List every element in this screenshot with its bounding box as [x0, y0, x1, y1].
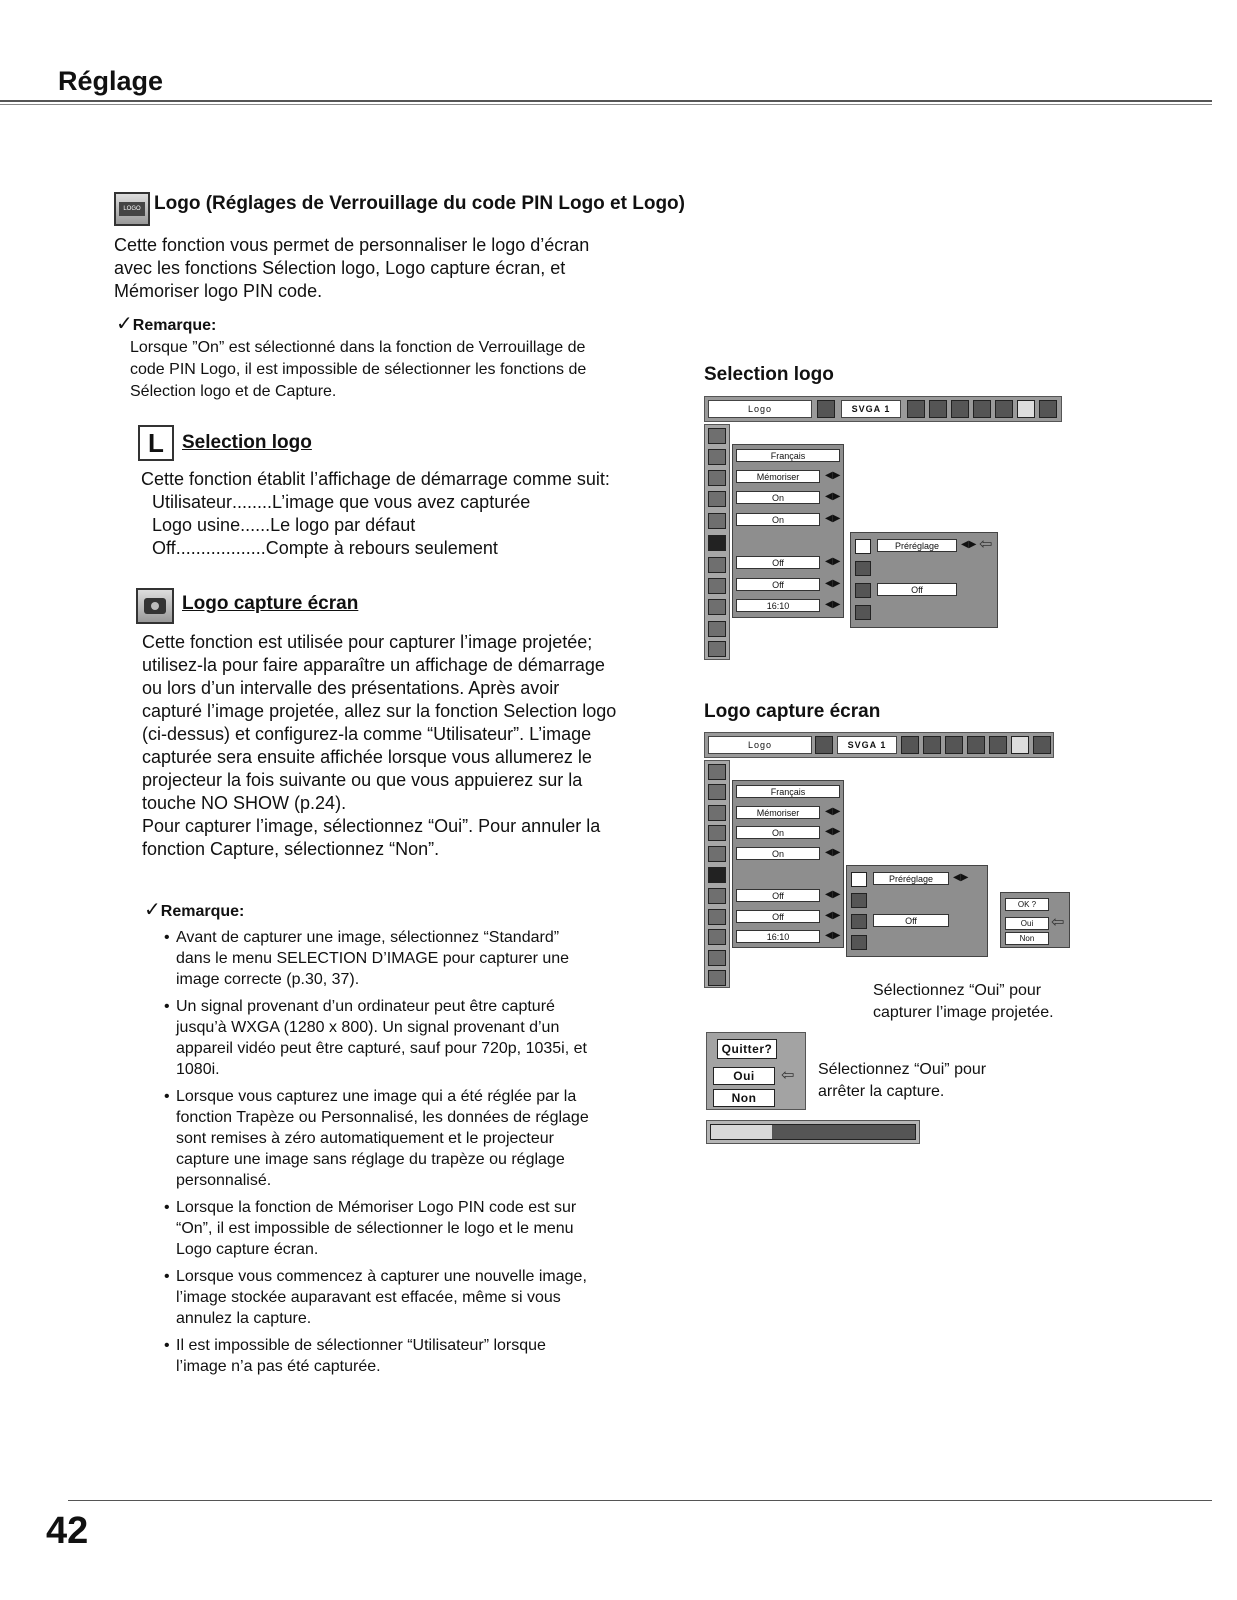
body-line: fonction Capture, sélectionnez “Non”.: [142, 839, 440, 859]
field-memoriser: Mémoriser: [736, 806, 820, 819]
menu-item-icon: [708, 888, 726, 904]
option-dots: ......: [240, 515, 271, 535]
menu-panel: [732, 780, 844, 948]
up-arrow-icon: [708, 764, 726, 780]
field-on: On: [736, 513, 820, 526]
note-2-title: [144, 897, 244, 922]
toolbar-icon: [1039, 400, 1057, 418]
menu-item-icon: [708, 825, 726, 841]
option-term: Logo usine: [152, 515, 241, 535]
checkmark-icon: ✓: [116, 313, 133, 335]
caption-line: Sélectionnez “Oui” pour: [873, 982, 1042, 999]
left-right-arrows-icon: ◀▶: [825, 930, 841, 941]
pin-icon: [851, 914, 867, 929]
bullet-item: [164, 996, 644, 1080]
header-rule-thin: [0, 104, 1212, 105]
exit-icon: [851, 935, 867, 950]
pointer-arrow-icon: ⇦: [979, 536, 993, 553]
menu-item-icon: [708, 491, 726, 507]
body-line: Pour capturer l’image, sélectionnez “Oui”. Pour annuler la: [142, 816, 601, 836]
field-language: Français: [736, 785, 840, 798]
option-row: [152, 537, 530, 560]
toolbar-icon: [945, 736, 963, 754]
pin-icon: [855, 583, 871, 598]
bullet-line: l’image n’a pas été capturée.: [176, 1358, 381, 1375]
field-on: On: [736, 826, 820, 839]
field-preset: Préréglage: [873, 872, 949, 885]
toolbar-icon: [929, 400, 947, 418]
option-desc: Compte à rebours seulement: [265, 538, 498, 558]
camera-icon: [855, 561, 871, 576]
submenu-panel: [846, 865, 988, 957]
footer-rule: [68, 1500, 1212, 1501]
bullet-line: appareil vidéo peut être capturé, sauf pour 720p, 1035i, et: [176, 1040, 587, 1057]
bullet-line: dans le menu SELECTION D’IMAGE pour capturer une: [176, 950, 570, 967]
selection-logo-heading: Selection logo: [182, 432, 312, 453]
figure-2-title: Logo capture écran: [704, 701, 881, 722]
bullet-line: Logo capture écran.: [176, 1241, 319, 1258]
bullet-item: [164, 1266, 644, 1329]
menu-item-icon: [708, 805, 726, 821]
bullet-item: [164, 927, 644, 990]
menu-item-icon: [708, 846, 726, 862]
menu-item-icon: [708, 929, 726, 945]
caption-line: capturer l’image projetée.: [873, 1004, 1054, 1021]
bullet-line: • Lorsque vous commencez à capturer une nouvelle image,: [176, 1268, 587, 1285]
menu-item-icon: [708, 470, 726, 486]
logo-intro: [114, 234, 654, 303]
menu-item-icon: [708, 449, 726, 465]
logo-capture-heading: Logo capture écran: [182, 593, 359, 614]
bullet-line: 1080i.: [176, 1061, 220, 1078]
menu-topbar: [704, 732, 1054, 758]
field-aspect: 16:10: [736, 599, 820, 612]
note-line: Lorsque ”On” est sélectionné dans la fonction de Verrouillage de: [130, 339, 586, 356]
menu-item-icon: [708, 909, 726, 925]
logo-intro-line: avec les fonctions Sélection logo, Logo capture écran, et: [114, 258, 566, 278]
menu-topbar: [704, 396, 1062, 422]
submenu-panel: [850, 532, 998, 628]
note-title-text: Remarque:: [132, 317, 217, 334]
bullet-line: sont remises à zéro automatiquement et le projecteur: [176, 1130, 554, 1147]
figure-1-title: Selection logo: [704, 364, 834, 385]
field-off: Off: [877, 583, 957, 596]
toolbar-icon: [973, 400, 991, 418]
bullet-line: l’image stockée auparavant est effacée, même si vous: [176, 1289, 561, 1306]
bullet-line: personnalisé.: [176, 1172, 272, 1189]
body-line: capturée sera ensuite affichée lorsque vous allumerez le: [142, 747, 592, 767]
field-preset: Préréglage: [877, 539, 957, 552]
header-rule: [0, 100, 1212, 102]
left-right-arrows-icon: ◀▶: [953, 872, 969, 883]
field-off: Off: [736, 556, 820, 569]
up-arrow-icon: [708, 428, 726, 444]
note-line: code PIN Logo, il est impossible de sélectionner les fonctions de: [130, 361, 587, 378]
quit-dialog: [706, 1032, 806, 1110]
left-right-arrows-icon: ◀▶: [825, 556, 841, 567]
quit-prompt: Quitter?: [717, 1039, 777, 1059]
checkmark-icon: ✓: [144, 899, 161, 921]
field-off: Off: [873, 914, 949, 927]
page-number: 42: [46, 1510, 89, 1552]
field-off: Off: [736, 910, 820, 923]
toolbar-icon: [815, 736, 833, 754]
left-right-arrows-icon: ◀▶: [825, 889, 841, 900]
logo-intro-line: Cette fonction vous permet de personnaliser le logo d’écran: [114, 235, 590, 255]
bullet-line: • Avant de capturer une image, sélectionnez “Standard”: [176, 929, 560, 946]
exit-icon: [708, 970, 726, 986]
camera-icon: [851, 893, 867, 908]
l-glyph-icon: [855, 539, 871, 554]
l-glyph-icon: [851, 872, 867, 887]
bullet-item: [164, 1197, 644, 1260]
left-right-arrows-icon: ◀▶: [825, 847, 841, 858]
menu-title-box: Logo: [708, 736, 812, 754]
logo-capture-body: [142, 631, 662, 861]
body-line: utilisez-la pour faire apparaître un affichage de démarrage: [142, 655, 605, 675]
field-off: Off: [736, 889, 820, 902]
body-line: ou lors d’un intervalle des présentations. Après avoir: [142, 678, 560, 698]
bullet-line: jusqu’à WXGA (1280 x 800). Un signal provenant d’un: [176, 1019, 560, 1036]
field-on: On: [736, 491, 820, 504]
caption-capture: [873, 980, 1054, 1024]
note-1-body: [130, 337, 670, 403]
logo-item-icon: [708, 867, 726, 883]
quit-no-button[interactable]: Non: [713, 1089, 775, 1107]
bullet-line: • Lorsque la fonction de Mémoriser Logo PIN code est sur: [176, 1199, 577, 1216]
caption-line: arrêter la capture.: [818, 1083, 945, 1100]
logo-item-icon: [708, 535, 726, 551]
selection-logo-intro: Cette fonction établit l’affichage de démarrage comme suit:: [141, 469, 610, 489]
down-arrow-icon: [708, 621, 726, 637]
bullet-item: [164, 1086, 644, 1191]
selection-logo-options: [152, 491, 530, 560]
note-line: Sélection logo et de Capture.: [130, 383, 337, 400]
body-line: capturé l’image projetée, allez sur la fonction Selection logo: [142, 701, 617, 721]
left-right-arrows-icon: ◀▶: [961, 539, 977, 550]
menu-title-box: Logo: [708, 400, 812, 418]
bullet-line: fonction Trapèze ou Personnalisé, les données de réglage: [176, 1109, 589, 1126]
menu-sidebar: [704, 424, 730, 660]
menu-item-icon: [708, 557, 726, 573]
left-right-arrows-icon: ◀▶: [825, 910, 841, 921]
field-language: Français: [736, 449, 840, 462]
bullet-line: image correcte (p.30, 37).: [176, 971, 360, 988]
logo-icon-label: LOGO: [119, 202, 145, 216]
left-right-arrows-icon: ◀▶: [825, 826, 841, 837]
signal-box: SVGA 1: [841, 400, 901, 418]
bullet-item: [164, 1335, 644, 1377]
option-desc: Le logo par défaut: [270, 515, 416, 535]
body-line: projecteur la fois suivante ou que vous appuierez sur la: [142, 770, 583, 790]
figure-2-menu: [704, 732, 1076, 990]
left-right-arrows-icon: ◀▶: [825, 578, 841, 589]
menu-item-icon: [708, 578, 726, 594]
logo-intro-line: Mémoriser logo PIN code.: [114, 281, 323, 301]
bullet-line: • Un signal provenant d’un ordinateur peut être capturé: [176, 998, 555, 1015]
toolbar-icon: [989, 736, 1007, 754]
bullet-line: “On”, il est impossible de sélectionner le logo et le menu: [176, 1220, 574, 1237]
pointer-arrow-icon: ⇦: [1051, 914, 1065, 931]
left-right-arrows-icon: ◀▶: [825, 513, 841, 524]
page-header-title: Réglage: [58, 66, 164, 96]
note-title-text: Remarque:: [160, 903, 245, 920]
down-arrow-icon: [708, 950, 726, 966]
progress-fill: [711, 1125, 772, 1139]
figure-1-menu: [704, 396, 1064, 660]
confirm-panel: [1000, 892, 1070, 948]
left-right-arrows-icon: ◀▶: [825, 599, 841, 610]
bullet-line: • Il est impossible de sélectionner “Utilisateur” lorsque: [176, 1337, 546, 1354]
signal-box: SVGA 1: [837, 736, 897, 754]
l-glyph-icon: L: [148, 427, 164, 458]
exit-icon: [708, 641, 726, 657]
option-dots: ..................: [175, 538, 266, 558]
toolbar-icon: [995, 400, 1013, 418]
toolbar-icon: [923, 736, 941, 754]
camera-icon: [136, 588, 174, 624]
option-term: Utilisateur: [152, 492, 233, 512]
logo-menu-icon: [1017, 400, 1035, 418]
body-line: (ci-dessus) et configurez-la comme “Utilisateur”. L’image: [142, 724, 592, 744]
capture-progress-bar: [706, 1120, 920, 1144]
confirm-yes: Oui: [1005, 917, 1049, 930]
menu-item-icon: [708, 784, 726, 800]
exit-icon: [855, 605, 871, 620]
bullet-line: annulez la capture.: [176, 1310, 312, 1327]
note-2-bullets: [164, 927, 644, 1383]
bullet-line: capture une image sans réglage du trapèze ou réglage: [176, 1151, 565, 1168]
pointer-arrow-icon: ⇦: [781, 1067, 795, 1084]
menu-item-icon: [708, 513, 726, 529]
confirm-ok: OK ?: [1005, 898, 1049, 911]
toolbar-icon: [967, 736, 985, 754]
menu-panel: [732, 444, 844, 618]
option-row: [152, 514, 530, 537]
menu-item-icon: [708, 599, 726, 615]
option-term: Off: [152, 538, 176, 558]
selection-logo-icon: [138, 425, 174, 461]
field-memoriser: Mémoriser: [736, 470, 820, 483]
left-right-arrows-icon: ◀▶: [825, 470, 841, 481]
menu-sidebar: [704, 760, 730, 988]
logo-section-icon: [114, 192, 150, 226]
logo-menu-icon: [1011, 736, 1029, 754]
caption-line: Sélectionnez “Oui” pour: [818, 1061, 987, 1078]
body-line: touche NO SHOW (p.24).: [142, 793, 347, 813]
note-1-title: [116, 311, 216, 336]
confirm-no: Non: [1005, 932, 1049, 945]
field-off: Off: [736, 578, 820, 591]
body-line: Cette fonction est utilisée pour capturer l’image projetée;: [142, 632, 593, 652]
option-dots: ........: [232, 492, 273, 512]
caption-quit: [818, 1059, 986, 1103]
logo-section-heading: Logo (Réglages de Verrouillage du code PIN Logo et Logo): [154, 193, 685, 214]
option-desc: L’image que vous avez capturée: [272, 492, 531, 512]
toolbar-icon: [1033, 736, 1051, 754]
field-on: On: [736, 847, 820, 860]
left-right-arrows-icon: ◀▶: [825, 491, 841, 502]
field-aspect: 16:10: [736, 930, 820, 943]
bullet-line: • Lorsque vous capturez une image qui a été réglée par la: [176, 1088, 577, 1105]
toolbar-icon: [901, 736, 919, 754]
option-row: [152, 491, 530, 514]
toolbar-icon: [907, 400, 925, 418]
quit-yes-button[interactable]: Oui: [713, 1067, 775, 1085]
toolbar-icon: [817, 400, 835, 418]
left-right-arrows-icon: ◀▶: [825, 806, 841, 817]
toolbar-icon: [951, 400, 969, 418]
